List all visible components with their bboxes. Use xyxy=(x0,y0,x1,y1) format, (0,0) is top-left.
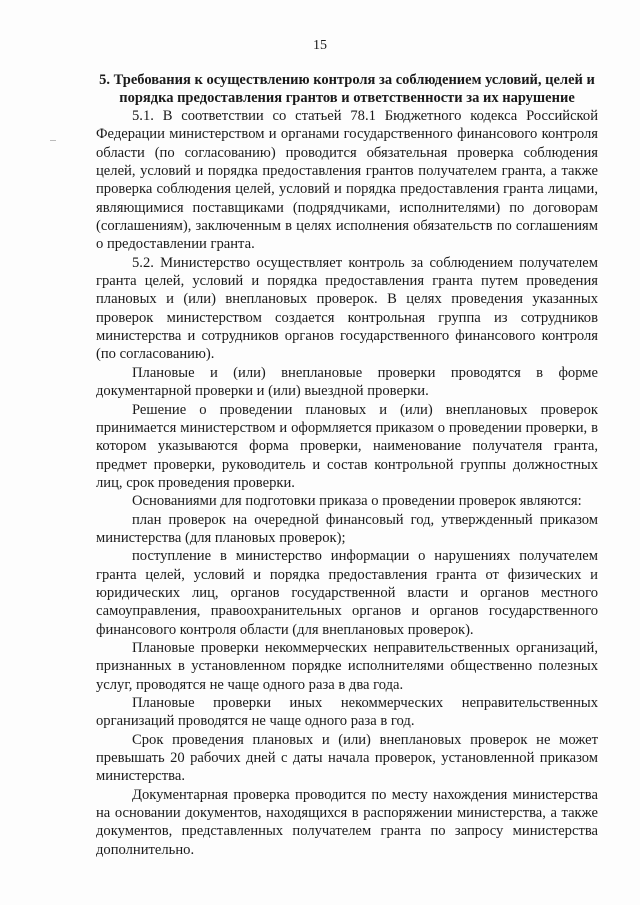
paragraph-check-duration: Срок проведения плановых и (или) внеплановых проверок не может превышать 20 рабочих дней с даты начала проверок, установленной приказом министерства. xyxy=(96,731,598,785)
paragraph-other-nco-frequency: Плановые проверки иных некоммерческих неправительственных организаций проводятся не чаще одного раза в год. xyxy=(96,695,598,730)
paragraph-check-forms: Плановые и (или) внеплановые проверки проводятся в форме документарной проверки и (или) выездной проверки. xyxy=(96,364,598,400)
section-heading: 5. Требования к осуществлению контроля за соблюдением условий, целей и порядка предоставления грантов и ответственности за их нарушение xyxy=(99,72,595,106)
paragraph-documentary-check: Документарная проверка проводится по месту нахождения министерства на основании документов, находящихся в распоряжении министерства, а также документов, представленных получателем гранта по запросу министерства дополнительно. xyxy=(96,786,598,858)
paragraph-check-decision: Решение о проведении плановых и (или) внеплановых проверок принимается министерством и оформляется приказом о проведении проверки, в котором указываются форма проверки, наименование получателя гранта, предмет проверки, руководитель и состав контрольной группы должностных лиц, срок проведения проверки. xyxy=(96,401,598,491)
page-number: 15 xyxy=(313,38,327,53)
document-body xyxy=(96,107,598,859)
paragraph-nco-frequency: Плановые проверки некоммерческих неправительственных организаций, признанных в установленном порядке исполнителями общественно полезных услуг, проводятся не чаще одного раза в два года. xyxy=(96,639,598,693)
paragraph-5-2: 5.2. Министерство осуществляет контроль за соблюдением получателем гранта целей, условий и порядка предоставления гранта путем проведения плановых и (или) внеплановых проверок. В целях проведения указанных проверок министерством создается контрольная группа из сотрудников министерства и сотрудников органов государственного финансового контроля (по согласованию). xyxy=(96,254,598,363)
paragraph-ground-plan: план проверок на очередной финансовый год, утвержденный приказом министерства (для плановых проверок); xyxy=(96,511,598,546)
margin-mark xyxy=(50,140,56,141)
paragraph-grounds-intro: Основаниями для подготовки приказа о проведении проверок являются: xyxy=(132,493,582,510)
paragraph-5-1: 5.1. В соответствии со статьей 78.1 Бюджетного кодекса Российской Федерации министерством и органами государственного финансового контроля области (по согласованию) проводится обязательная проверка соблюдения целей, условий и порядка предоставления грантов получателем гранта, а также проверка соблюдения целей, условий и порядка предоставления гранта лицами, являющимися поставщиками (подрядчиками, исполнителями) по договорам (соглашениям), заключенным в целях исполнения обязательств по соглашениям о предоставлении гранта. xyxy=(96,108,598,253)
paragraph-ground-info: поступление в министерство информации о нарушениях получателем гранта целей, условий и порядка предоставления гранта от физических и юридических лиц, органов государственной власти и органов местного самоуправления, правоохранительных органов и органов государственного финансового контроля области (для внеплановых проверок). xyxy=(96,548,598,638)
